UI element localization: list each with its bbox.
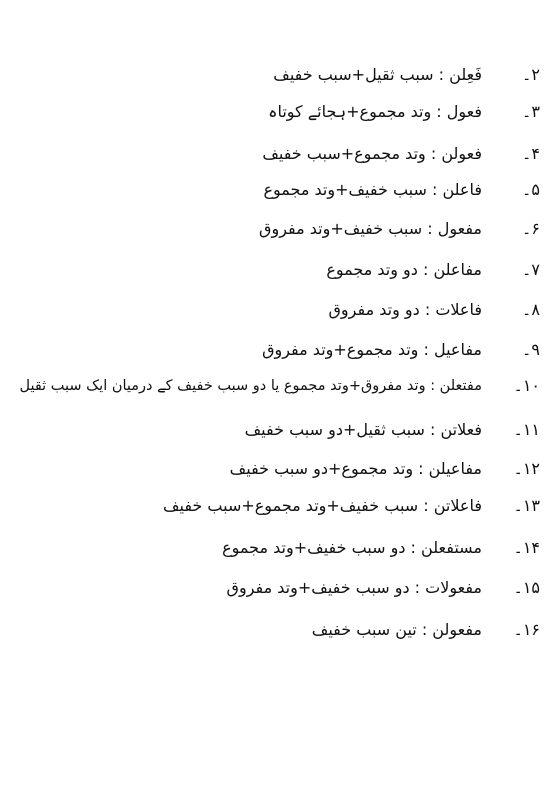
item-number: ۷۔ xyxy=(522,260,540,279)
item-number: ۲۔ xyxy=(522,65,540,84)
list-item xyxy=(40,295,540,325)
item-text: فعلاتن : سبب ثقیل+دو سبب خفیف xyxy=(244,420,482,439)
item-text: فاعلاتن : سبب خفیف+وتد مجموع+سبب خفیف xyxy=(162,496,482,515)
item-number: ۱۵۔ xyxy=(513,578,540,597)
list-item xyxy=(40,573,540,603)
item-number: ۶۔ xyxy=(522,219,540,238)
item-number: ۵۔ xyxy=(522,180,540,199)
item-number: ۱۱۔ xyxy=(513,420,540,439)
item-text: مستفعلن : دو سبب خفیف+وتد مجموع xyxy=(222,538,482,557)
list-item xyxy=(40,415,540,445)
item-number: ۱۴۔ xyxy=(513,538,540,557)
list-item xyxy=(40,97,540,127)
item-text: مفتعلن : وتد مفروق+وتد مجموع یا دو سبب خفیف کے درمیان ایک سبب ثقیل xyxy=(19,378,482,394)
list-item xyxy=(40,615,540,645)
list-item xyxy=(40,255,540,285)
item-text: فعول : وتد مجموع+ہجائے کوتاہ xyxy=(268,102,482,121)
item-number: ۹۔ xyxy=(522,340,540,359)
list-item xyxy=(40,214,540,244)
list-item xyxy=(40,175,540,205)
item-number: ۱۲۔ xyxy=(513,459,540,478)
item-number: ۱۰۔ xyxy=(513,376,540,395)
list-item xyxy=(40,533,540,563)
item-text: فعولن : وتد مجموع+سبب خفیف xyxy=(262,144,482,163)
item-number: ۱۶۔ xyxy=(513,620,540,639)
list-item xyxy=(40,60,540,90)
list-item xyxy=(40,491,540,521)
item-number: ۳۔ xyxy=(522,102,540,121)
item-text: مفعولن : تین سبب خفیف xyxy=(311,620,482,639)
list-item xyxy=(40,139,540,169)
list-item xyxy=(40,335,540,365)
item-text: مفاعیل : وتد مجموع+وتد مفروق xyxy=(262,340,482,359)
item-text: فاعلات : دو وتد مفروق xyxy=(328,300,482,319)
item-text: فَعِلن : سبب ثقیل+سبب خفیف xyxy=(273,65,482,84)
item-number: ۸۔ xyxy=(522,300,540,319)
item-text: مفعولات : دو سبب خفیف+وتد مفروق xyxy=(226,578,482,597)
item-text: مفعول : سبب خفیف+وتد مفروق xyxy=(259,219,482,238)
item-text: فاعلن : سبب خفیف+وتد مجموع xyxy=(263,180,482,199)
list-item xyxy=(19,371,540,401)
item-text: مفاعلن : دو وتد مجموع xyxy=(326,260,482,279)
list-item xyxy=(40,454,540,484)
item-text: مفاعیلن : وتد مجموع+دو سبب خفیف xyxy=(229,459,482,478)
item-number: ۱۳۔ xyxy=(513,496,540,515)
item-number: ۴۔ xyxy=(522,144,540,163)
